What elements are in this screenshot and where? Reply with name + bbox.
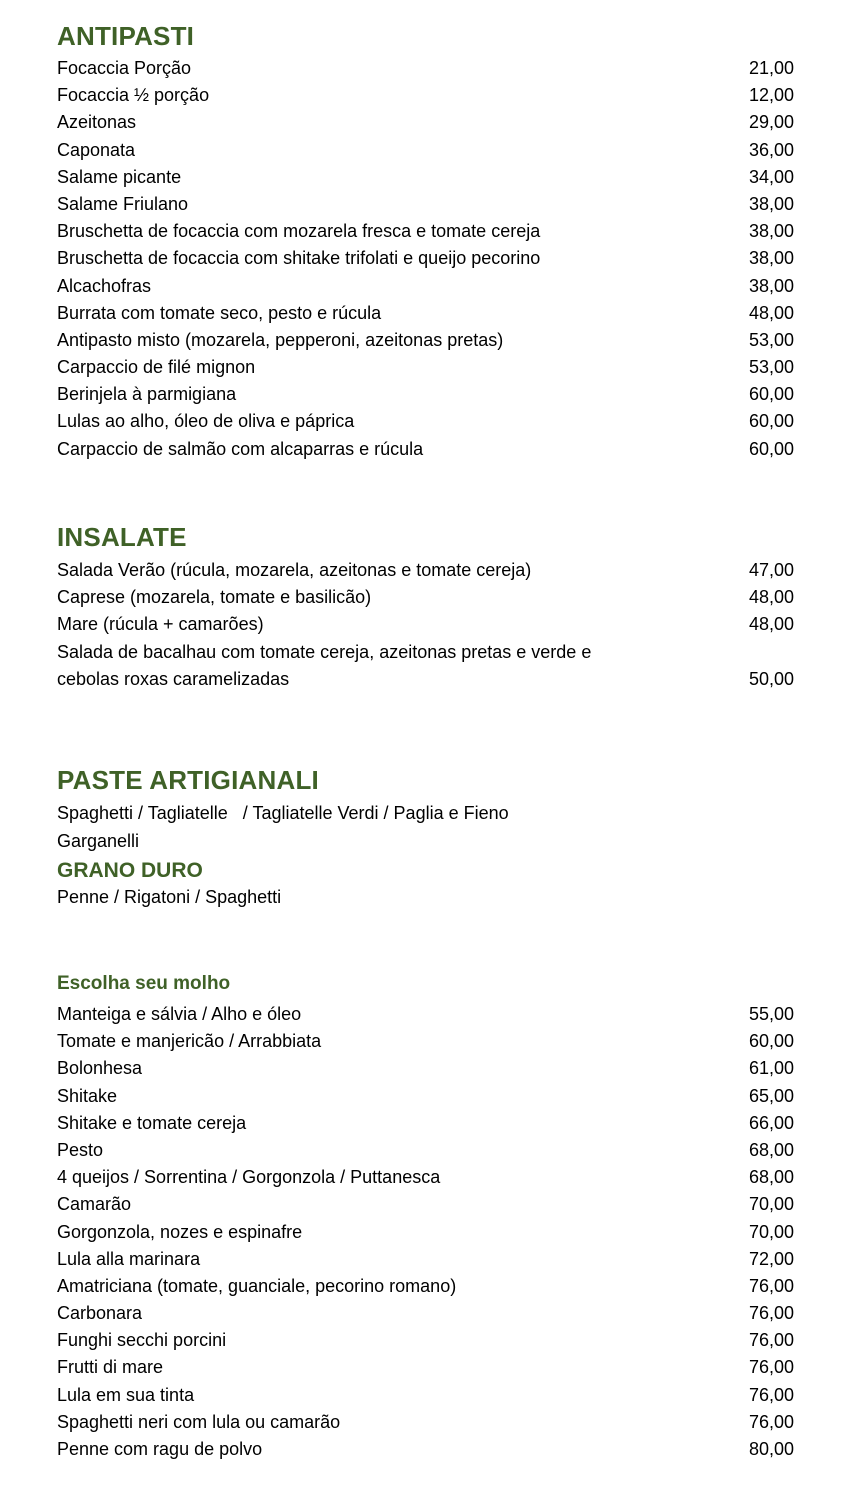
menu-item [57,218,794,245]
item-price: 53,00 [748,357,794,378]
item-name: Shitake e tomate cereja [57,1112,247,1133]
menu-item [57,1001,794,1028]
item-price: 76,00 [748,1330,794,1351]
menu-item [57,191,794,218]
item-name: Shitake [57,1085,118,1106]
item-price: 60,00 [748,384,794,405]
item-price: 66,00 [748,1112,794,1133]
item-price: 76,00 [748,1357,794,1378]
item-price: 60,00 [748,1031,794,1052]
section-molho [57,970,794,1463]
item-price: 36,00 [748,139,794,160]
item-price: 61,00 [748,1058,794,1079]
item-price: 47,00 [748,560,794,580]
item-name: Amatriciana (tomate, guanciale, pecorino romano) [57,1275,457,1296]
item-price: 48,00 [748,614,794,635]
menu-item [57,1436,794,1463]
item-name: Bolonhesa [57,1058,143,1079]
menu-item [57,82,794,109]
menu-item [57,245,794,272]
item-name: Caponata [57,139,136,160]
item-name: Carpaccio de salmão com alcaparras e rúcula [57,438,424,459]
item-price: 38,00 [748,193,794,214]
item-name: Salada Verão (rúcula, mozarela, azeitonas e tomate cereja) [57,560,532,580]
item-price: 70,00 [748,1194,794,1215]
item-name: Spaghetti neri com lula ou camarão [57,1411,341,1432]
item-price: 34,00 [748,166,794,187]
item-name: Bruschetta de focaccia com mozarela fresca e tomate cereja [57,221,541,242]
item-price: 50,00 [748,668,794,689]
item-price: 29,00 [748,112,794,133]
item-name: 4 queijos / Sorrentina / Gorgonzola / Puttanesca [57,1167,441,1188]
pasta-line: Penne / Rigatoni / Spaghetti [57,887,282,907]
menu-item [57,1246,794,1273]
item-price: 68,00 [748,1139,794,1160]
pasta-line: Garganelli [57,830,140,851]
menu-item [57,109,794,136]
menu-list [57,557,794,693]
menu-item [57,137,794,164]
item-name: Gorgonzola, nozes e espinafre [57,1221,303,1242]
item-price: 21,00 [748,58,794,78]
item-name: Carbonara [57,1303,143,1324]
menu-item [57,1110,794,1137]
item-name: Salame Friulano [57,193,189,214]
item-price: 76,00 [748,1275,794,1296]
item-price: 70,00 [748,1221,794,1242]
menu-item [57,1327,794,1354]
menu-item [57,1354,794,1381]
section-insalate [57,522,794,693]
item-price: 38,00 [748,275,794,296]
menu-item [57,300,794,327]
section-subtitle: GRANO DURO [57,859,203,882]
item-price: 76,00 [748,1411,794,1432]
menu-item [57,557,794,584]
menu-item [57,1191,794,1218]
menu-item [57,1083,794,1110]
item-price: 38,00 [748,221,794,242]
item-price: 68,00 [748,1167,794,1188]
item-price: 55,00 [748,1004,794,1024]
menu-item [57,1137,794,1164]
section-title: PASTE ARTIGIANALI [57,765,319,795]
item-name: Azeitonas [57,112,137,133]
item-name: Pesto [57,1139,104,1160]
menu-item [57,611,794,638]
item-price: 65,00 [748,1085,794,1106]
item-name: Mare (rúcula + camarões) [57,614,264,635]
menu-item [57,354,794,381]
menu-item [57,408,794,435]
item-name: Lula em sua tinta [57,1384,195,1405]
menu-list [57,1001,794,1463]
item-name: Lula alla marinara [57,1248,201,1269]
menu-item [57,1300,794,1327]
item-name: Salada de bacalhau com tomate cereja, azeitonas pretas e verde e cebolas roxas caramelizadas [57,641,592,689]
item-price: 48,00 [748,302,794,323]
item-name: Focaccia Porção [57,58,192,78]
pasta-line: Spaghetti / Tagliatelle / Tagliatelle Verdi / Paglia e Fieno [57,803,509,823]
item-name: Lulas ao alho, óleo de oliva e páprica [57,411,355,432]
menu-item [57,273,794,300]
item-price: 76,00 [748,1303,794,1324]
section-antipasti [57,21,794,463]
item-name: Funghi secchi porcini [57,1330,227,1351]
item-name: Antipasto misto (mozarela, pepperoni, azeitonas pretas) [57,329,504,350]
section-title: ANTIPASTI [57,21,195,51]
menu-item [57,639,794,693]
item-name: Burrata com tomate seco, pesto e rúcula [57,302,382,323]
item-name: Tomate e manjericão / Arrabbiata [57,1031,322,1052]
item-name: Manteiga e sálvia / Alho e óleo [57,1004,302,1024]
menu-item [57,1164,794,1191]
menu-item [57,436,794,463]
item-price: 60,00 [748,411,794,432]
item-name: Carpaccio de filé mignon [57,357,256,378]
menu-item [57,164,794,191]
item-name: Caprese (mozarela, tomate e basilicão) [57,587,372,608]
item-name: Frutti di mare [57,1357,164,1378]
item-name: Camarão [57,1194,132,1215]
item-price: 72,00 [748,1248,794,1269]
item-name: Bruschetta de focaccia com shitake trifolati e queijo pecorino [57,248,541,269]
menu-item [57,1273,794,1300]
pasta-types [57,800,794,912]
item-name: Alcachofras [57,275,152,296]
item-name: Berinjela à parmigiana [57,384,237,405]
menu-item [57,1219,794,1246]
menu-item [57,1382,794,1409]
item-name: Penne com ragu de polvo [57,1439,263,1459]
menu-item [57,584,794,611]
item-name: Salame picante [57,166,182,187]
item-price: 12,00 [748,85,794,106]
menu-item [57,327,794,354]
item-price: 48,00 [748,587,794,608]
item-price: 38,00 [748,248,794,269]
menu-item [57,1055,794,1082]
item-name: Focaccia ½ porção [57,85,210,106]
menu-item [57,381,794,408]
item-price: 60,00 [748,438,794,459]
section-title: INSALATE [57,522,187,552]
item-price: 80,00 [748,1439,794,1459]
item-price: 53,00 [748,329,794,350]
menu-item [57,55,794,82]
menu-item [57,1028,794,1055]
menu-item [57,1409,794,1436]
item-price: 76,00 [748,1384,794,1405]
section-title: Escolha seu molho [57,973,231,994]
section-paste-artigianali [57,765,794,912]
menu-list [57,55,794,463]
